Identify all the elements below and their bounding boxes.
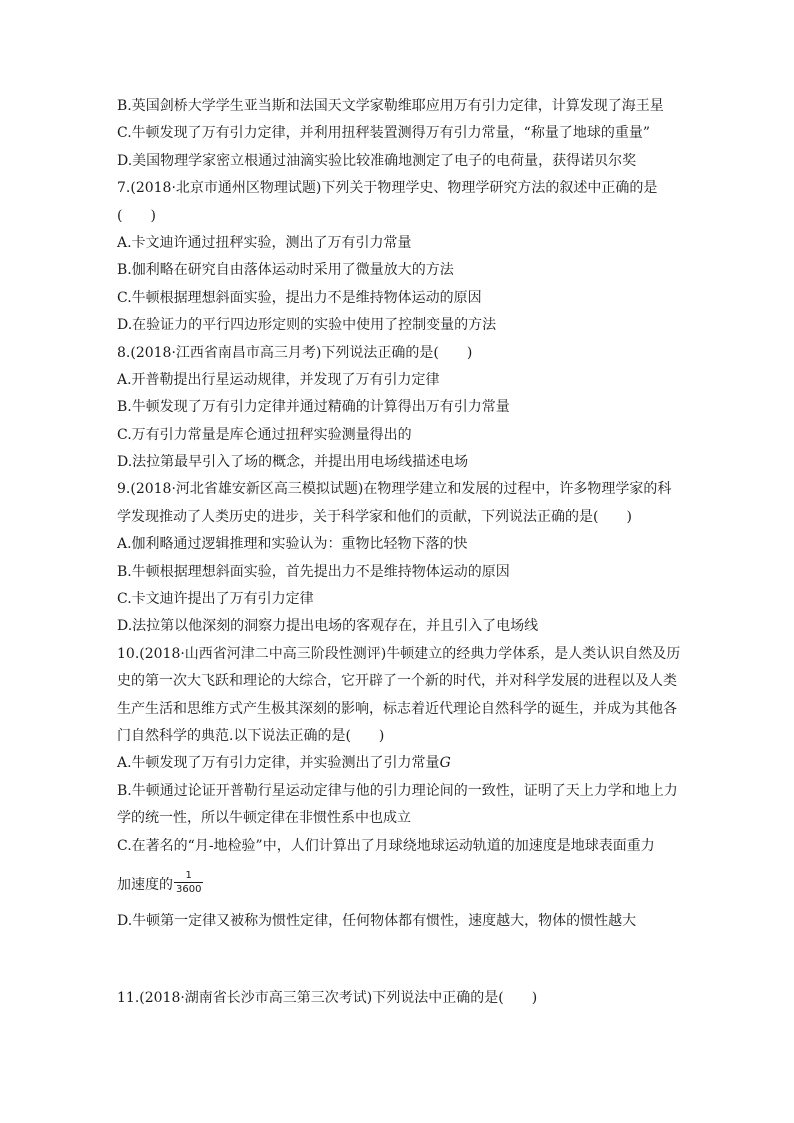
option-c-q6: C.牛顿发现了万有引力定律，并利用扭秤装置测得万有引力常量，“称量了地球的重量” (117, 125, 650, 142)
fraction-numerator: 1 (185, 870, 192, 882)
option-a-q7: A.卡文迪许通过扭秤实验，测出了万有引力常量 (117, 234, 412, 251)
fraction (174, 869, 203, 896)
question-9-stem-line-1: 9.(2018·河北省雄安新区高三模拟试题)在物理学建立和发展的过程中，许多物理学家的科 (117, 481, 672, 498)
option-a-q9: A.伽利略通过逻辑推理和实验认为：重物比轻物下落的快 (117, 536, 468, 553)
option-b-q7: B.伽利略在研究自由落体运动时采用了微量放大的方法 (117, 262, 454, 279)
option-b-q6: B.英国剑桥大学学生亚当斯和法国天文学家勒维耶应用万有引力定律，计算发现了海王星 (117, 98, 664, 114)
question-10-stem-line-4: 门自然科学的典范.以下说法正确的是( ) (117, 727, 385, 744)
option-d-q8: D.法拉第最早引入了场的概念，并提出用电场线描述电场 (117, 454, 469, 471)
option-d-q6: D.美国物理学家密立根通过油滴实验比较准确地测定了电子的电荷量，获得诺贝尔奖 (117, 152, 637, 169)
question-10-stem-line-1: 10.(2018·山西省河津二中高三阶段性测评)牛顿建立的经典力学体系，是人类认识自然及历 (117, 645, 681, 662)
question-10-stem-line-3: 生产生活和思维方式产生极其深刻的影响，标志着近代理论自然科学的诞生，并成为其他各 (117, 700, 677, 717)
spacer (117, 935, 683, 985)
gravitational-constant-symbol: G (439, 755, 451, 772)
option-b-q10-line-2: 学的统一性，所以牛顿定律在非惯性系中也成立 (117, 810, 411, 827)
question-9-stem-line-2: 学发现推动了人类历史的进步，关于科学家和他们的贡献，下列说法正确的是( ) (117, 508, 632, 525)
question-7-stem: 7.(2018·北京市通州区物理试题)下列关于物理学史、物理学研究方法的叙述中正确的是 (117, 180, 658, 197)
fraction-prefix: 加速度的 (117, 876, 173, 893)
option-b-q8: B.牛顿发现了万有引力定律并通过精确的计算得出万有引力常量 (117, 399, 510, 416)
document-page (117, 93, 683, 1013)
option-a-q8: A.开普勒提出行星运动规律，并发现了万有引力定律 (117, 371, 440, 388)
question-8-stem: 8.(2018·江西省南昌市高三月考)下列说法正确的是( ) (117, 344, 473, 361)
option-b-q9: B.牛顿根据理想斜面实验，首先提出力不是维持物体运动的原因 (117, 563, 510, 580)
option-d-q7: D.在验证力的平行四边形定则的实验中使用了控制变量的方法 (117, 317, 497, 334)
question-7-answer-blank: ( ) (117, 207, 156, 224)
question-11-stem: 11.(2018·湖南省长沙市高三第三次考试)下列说法中正确的是( ) (117, 990, 538, 1007)
option-c-q8: C.万有引力常量是库仑通过扭秤实验测量得出的 (117, 426, 412, 443)
fraction-denominator: 3600 (176, 884, 202, 896)
option-a-q10 (117, 750, 683, 777)
option-a-q10-text: A.牛顿发现了万有引力定律，并实验测出了引力常量 (117, 755, 440, 772)
option-b-q10-line-1: B.牛顿通过论证开普勒行星运动定律与他的引力理论间的一致性，证明了天上力学和地上力 (117, 782, 678, 799)
option-d-q9: D.法拉第以他深刻的洞察力提出电场的客观存在，并且引入了电场线 (117, 618, 539, 635)
option-c-q10-line-1: C.在著名的“月-地检验”中，人们计算出了月球绕地球运动轨道的加速度是地球表面重力 (117, 837, 655, 854)
option-c-q10-line-2 (117, 860, 683, 908)
question-10-stem-line-2: 史的第一次大飞跃和理论的大综合，它开辟了一个新的时代，并对科学发展的进程以及人类 (117, 673, 677, 690)
option-c-q9: C.卡文迪许提出了万有引力定律 (117, 591, 314, 608)
option-c-q7: C.牛顿根据理想斜面实验，提出力不是维持物体运动的原因 (117, 289, 482, 306)
option-d-q10: D.牛顿第一定律又被称为惯性定律，任何物体都有惯性，速度越大，物体的惯性越大 (117, 912, 637, 929)
